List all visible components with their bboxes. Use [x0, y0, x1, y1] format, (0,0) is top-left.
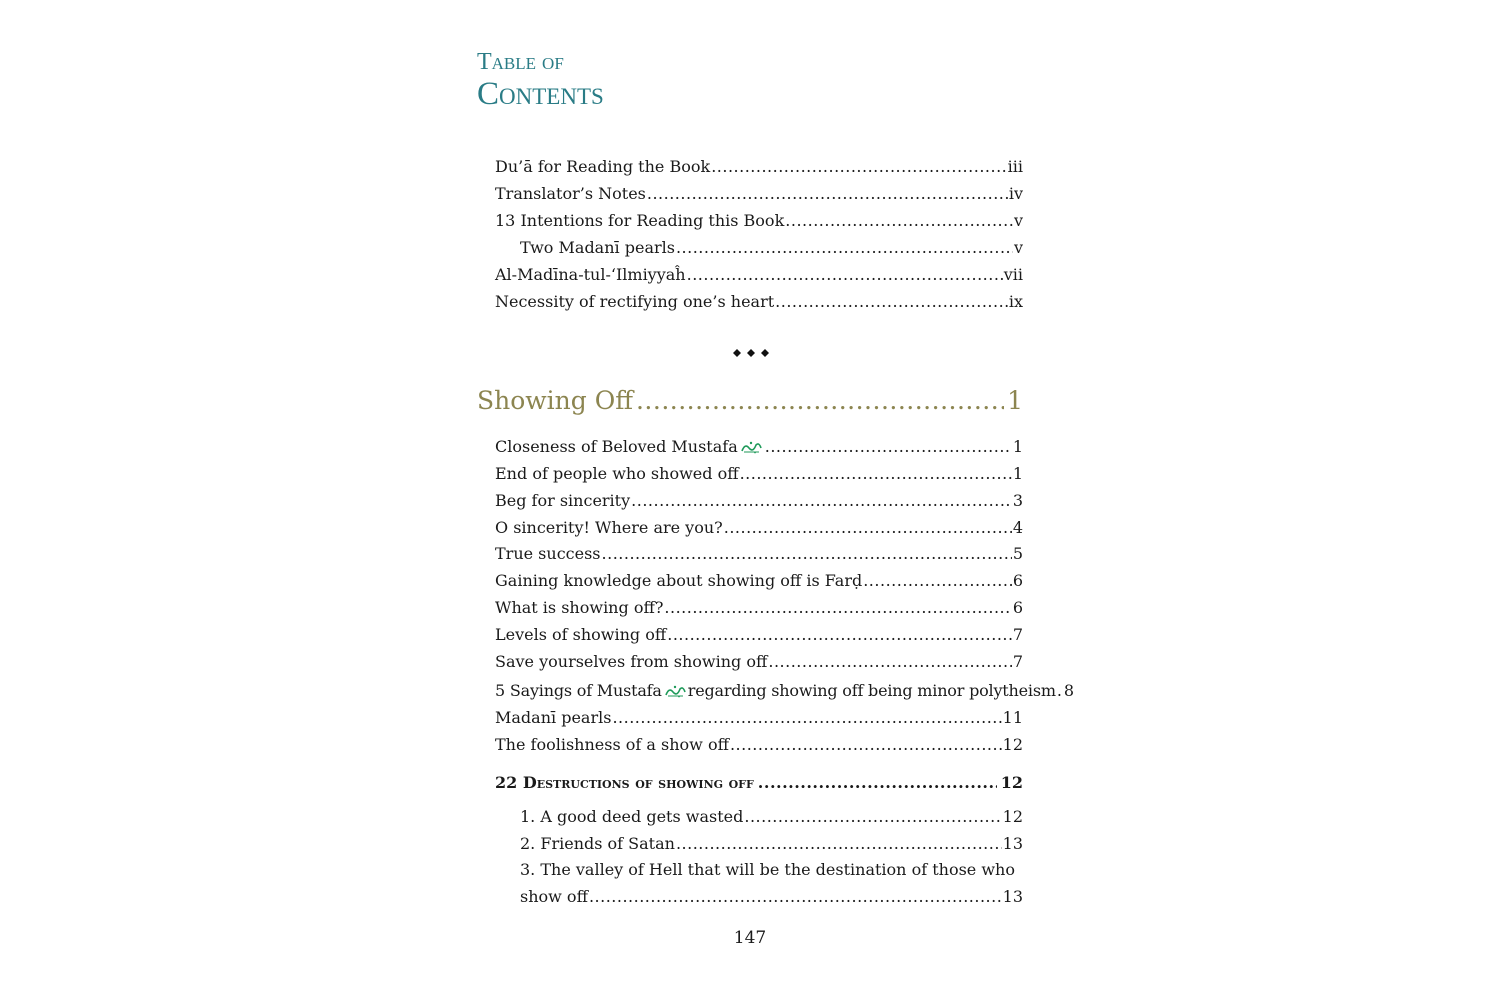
chapter-title: Showing Off [477, 386, 633, 415]
toc-entry-page: 3 [1012, 491, 1023, 510]
toc-entry-label: 2. Friends of Satan [520, 834, 675, 853]
toc-entry[interactable] [495, 520, 1023, 536]
toc-entry[interactable] [495, 546, 1023, 562]
toc-entry-label: What is showing off? [495, 598, 664, 617]
dot-leader [740, 466, 1012, 482]
toc-entry[interactable] [495, 294, 1023, 310]
toc-entry-label: 13 Intentions for Reading this Book [495, 211, 785, 230]
toc-entry-page: 11 [1002, 708, 1023, 727]
toc-entry-label: Beg for sincerity [495, 491, 631, 510]
toc-entry-page: 6 [1012, 598, 1023, 617]
toc-entry-page: 8 [1063, 681, 1074, 700]
dot-leader [730, 737, 1002, 753]
chapter-page: 1 [1007, 386, 1023, 415]
toc-entry[interactable] [495, 186, 1023, 202]
dot-leader [687, 267, 1003, 283]
dot-leader [612, 710, 1001, 726]
toc-entry-label [495, 439, 764, 455]
dot-leader [664, 600, 1011, 616]
dot-leader [602, 546, 1012, 562]
toc-entry-label: Al-Madīna-tul-‘Ilmiyyaĥ [495, 265, 686, 284]
toc-entry-label: Madanī pearls [495, 708, 612, 727]
toc-entry-page: vii [1003, 265, 1023, 284]
toc-entry-label: Two Madanī pearls [520, 238, 675, 257]
dot-leader [758, 775, 997, 791]
dot-leader [631, 493, 1012, 509]
toc-entry[interactable] [495, 159, 1023, 175]
section-page: 12 [1000, 773, 1023, 792]
dot-leader [775, 294, 1008, 310]
toc-subentry[interactable] [520, 836, 1023, 852]
toc-entry-text-before: 5 Sayings of Mustafa [495, 681, 662, 700]
title-line-1: Table of [477, 49, 564, 75]
toc-entry[interactable] [495, 573, 1023, 589]
dot-leader [589, 889, 1002, 905]
dot-leader [647, 186, 1008, 202]
toc-entry-label: Du’ā for Reading the Book [495, 157, 711, 176]
toc-entry[interactable] [495, 681, 1074, 700]
dot-leader [768, 654, 1011, 670]
toc-entry-label: Necessity of rectifying one’s heart [495, 292, 775, 311]
toc-entry[interactable] [495, 627, 1023, 643]
toc-entry-page: 6 [1012, 571, 1023, 590]
dot-leader [667, 627, 1012, 643]
page-number: 147 [733, 928, 767, 948]
toc-entry-page: 13 [1002, 887, 1023, 906]
title-line-2: Contents [477, 76, 604, 112]
dot-leader [676, 240, 1013, 256]
chapter-heading[interactable] [477, 388, 1023, 413]
toc-subentry-first-line[interactable]: 3. The valley of Hell that will be the destination of those who [520, 860, 1015, 879]
section-title: 22 Destructions of showing off [495, 773, 754, 792]
diamond-separator-icon [733, 348, 769, 358]
toc-subentry[interactable] [520, 889, 1023, 905]
toc-entry-page: 5 [1012, 544, 1023, 563]
toc-entry[interactable] [495, 493, 1023, 509]
dot-leader [676, 836, 1002, 852]
toc-entry-label: show off [520, 887, 588, 906]
toc-entry-page: 12 [1002, 807, 1023, 826]
toc-entry-label: Levels of showing off [495, 625, 667, 644]
dot-leader [711, 159, 1006, 175]
toc-entry-page: iv [1008, 184, 1023, 203]
dot-leader [863, 573, 1012, 589]
toc-entry-page: 4 [1012, 518, 1023, 537]
dot-leader [744, 809, 1001, 825]
toc-entry[interactable] [495, 737, 1023, 753]
toc-entry[interactable] [495, 267, 1023, 283]
dot-leader [765, 439, 1012, 455]
toc-entry[interactable] [495, 654, 1023, 670]
toc-entry-label [495, 683, 1056, 699]
dot-leader [724, 520, 1012, 536]
page-title [477, 50, 604, 111]
toc-entry-page: 1 [1012, 437, 1023, 456]
toc-entry[interactable] [495, 600, 1023, 616]
toc-subentry[interactable] [520, 809, 1023, 825]
toc-entry-label: Save yourselves from showing off [495, 652, 768, 671]
toc-entry-text: Closeness of Beloved Mustafa [495, 437, 738, 456]
toc-entry-page: iii [1007, 157, 1023, 176]
toc-entry[interactable] [495, 466, 1023, 482]
dot-leader [785, 213, 1013, 229]
toc-entry[interactable] [495, 213, 1023, 229]
toc-entry[interactable] [495, 439, 1023, 455]
toc-entry[interactable] [495, 710, 1023, 726]
toc-entry-label: 1. A good deed gets wasted [520, 807, 744, 826]
toc-entry-page: v [1013, 238, 1023, 257]
toc-entry-page: 7 [1012, 652, 1023, 671]
toc-entry-label: O sincerity! Where are you? [495, 518, 723, 537]
toc-entry-page: ix [1008, 292, 1023, 311]
toc-entry-label: The foolishness of a show off [495, 735, 729, 754]
toc-entry-label: End of people who showed off [495, 464, 739, 483]
toc-entry-page: 1 [1012, 464, 1023, 483]
dot-leader [1057, 683, 1063, 699]
toc-entry-label: True success [495, 544, 601, 563]
toc-entry-page: v [1013, 211, 1023, 230]
toc-entry-label: Translator’s Notes [495, 184, 646, 203]
section-heading[interactable] [495, 775, 1023, 791]
toc-entry-page: 13 [1002, 834, 1023, 853]
separator-text [0, 0, 1, 1]
toc-entry-label: Gaining knowledge about showing off is Farḍ [495, 571, 863, 590]
salutation-calligraphy-icon [740, 439, 762, 455]
dot-leader [636, 388, 1004, 413]
salutation-calligraphy-icon [664, 683, 686, 699]
toc-entry-page: 7 [1012, 625, 1023, 644]
toc-entry-page: 12 [1002, 735, 1023, 754]
toc-subentry[interactable] [520, 240, 1023, 256]
toc-entry-text-after: regarding showing off being minor polytheism [687, 681, 1056, 700]
